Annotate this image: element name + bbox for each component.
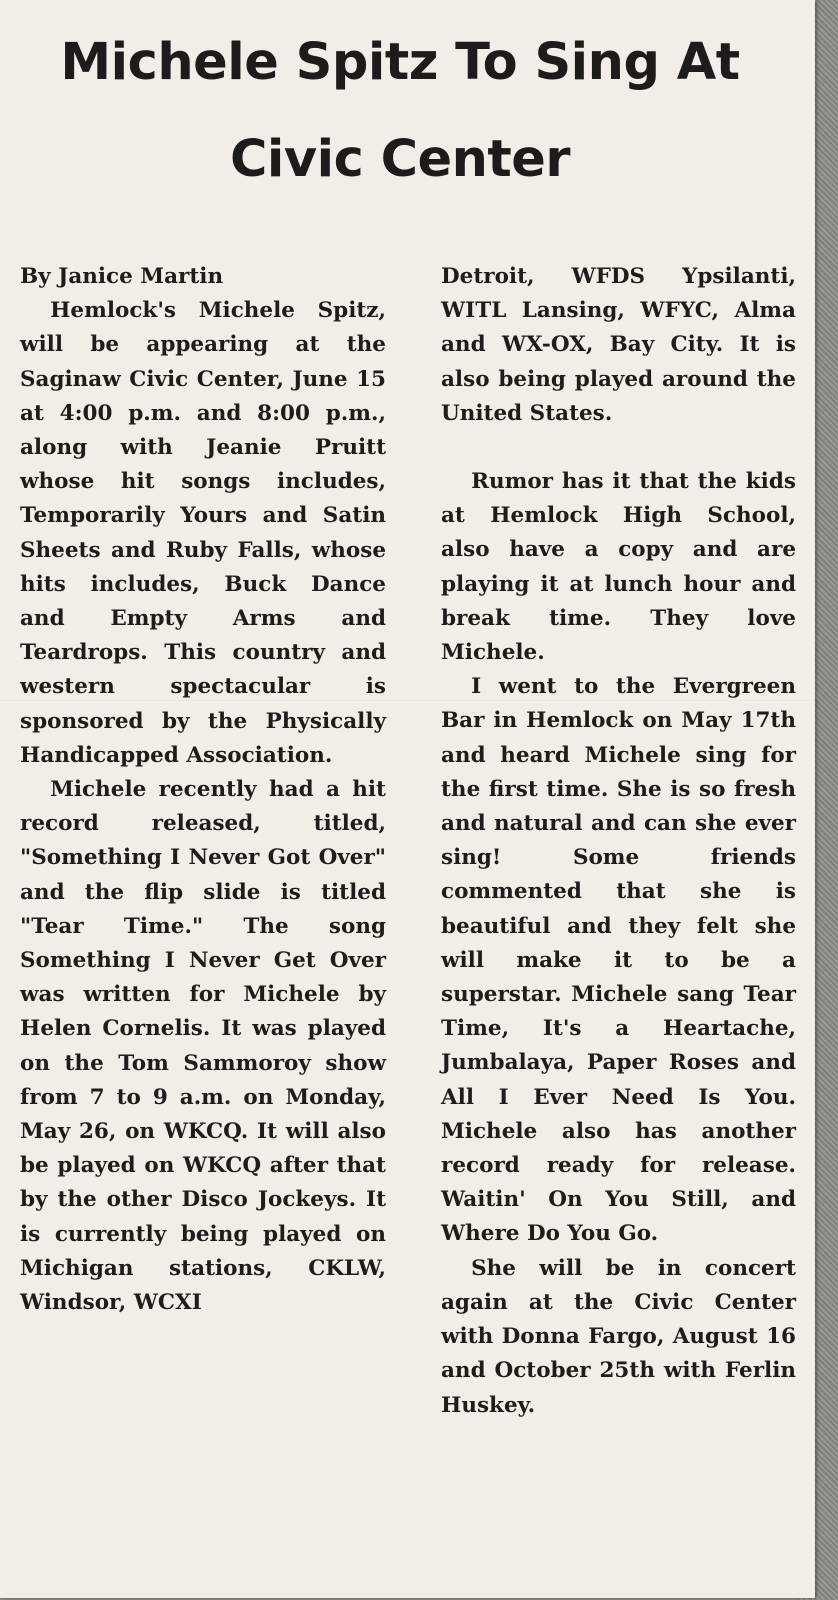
article-column-left xyxy=(20,260,386,1320)
article-byline: By Janice Martin xyxy=(20,264,224,289)
article-paragraph: She will be in concert again at the Civic Center with Donna Fargo, August 16 and October 25th with Ferlin Huskey. xyxy=(441,1255,796,1418)
article-paragraph: Hemlock's Michele Spitz, will be appearing at the Saginaw Civic Center, June 15 at 4:00 p.m. and 8:00 p.m., along with Jeanie Pruitt whose hit songs includes, Temporarily Yours and Satin Sheets and Ruby Falls, whose hits includes, Buck Dance and Empty Arms and Teardrops. This country and western spectacular is sponsored by the Physically Handicapped Association. xyxy=(20,298,386,768)
article-headline: Michele Spitz To Sing At Civic Center xyxy=(60,33,740,189)
article-paragraph: I went to the Evergreen Bar in Hemlock on May 17th and heard Michele sing for the first time. She is so fresh and natural and can she ever sing! Some friends commented that she is beautiful and they felt she will make it to be a superstar. Michele sang Tear Time, It's a Heartache, Jumbalaya, Paper Roses and All I Ever Need Is You. Michele also has another record ready for release. Waitin' On You Still, and Where Do You Go. xyxy=(441,674,796,1247)
paragraph-gap xyxy=(441,431,796,465)
article-paragraph: Rumor has it that the kids at Hemlock High School, also have a copy and are playing it at lunch hour and break time. They love Michele. xyxy=(441,469,796,666)
article-column-right xyxy=(441,260,796,1423)
article-paragraph: Detroit, WFDS Ypsilanti, WITL Lansing, WFYC, Alma and WX-OX, Bay City. It is also being played around the United States. xyxy=(441,264,796,426)
article-paragraph: Michele recently had a hit record released, titled, "Something I Never Got Over" and the flip slide is titled "Tear Time." The song Something I Never Get Over was written for Michele by Helen Cornelis. It was played on the Tom Sammoroy show from 7 to 9 a.m. on Monday, May 26, on WKCQ. It will also be played on WKCQ after that by the other Disco Jockeys. It is currently being played on Michigan stations, CKLW, Windsor, WCXI xyxy=(20,777,386,1316)
